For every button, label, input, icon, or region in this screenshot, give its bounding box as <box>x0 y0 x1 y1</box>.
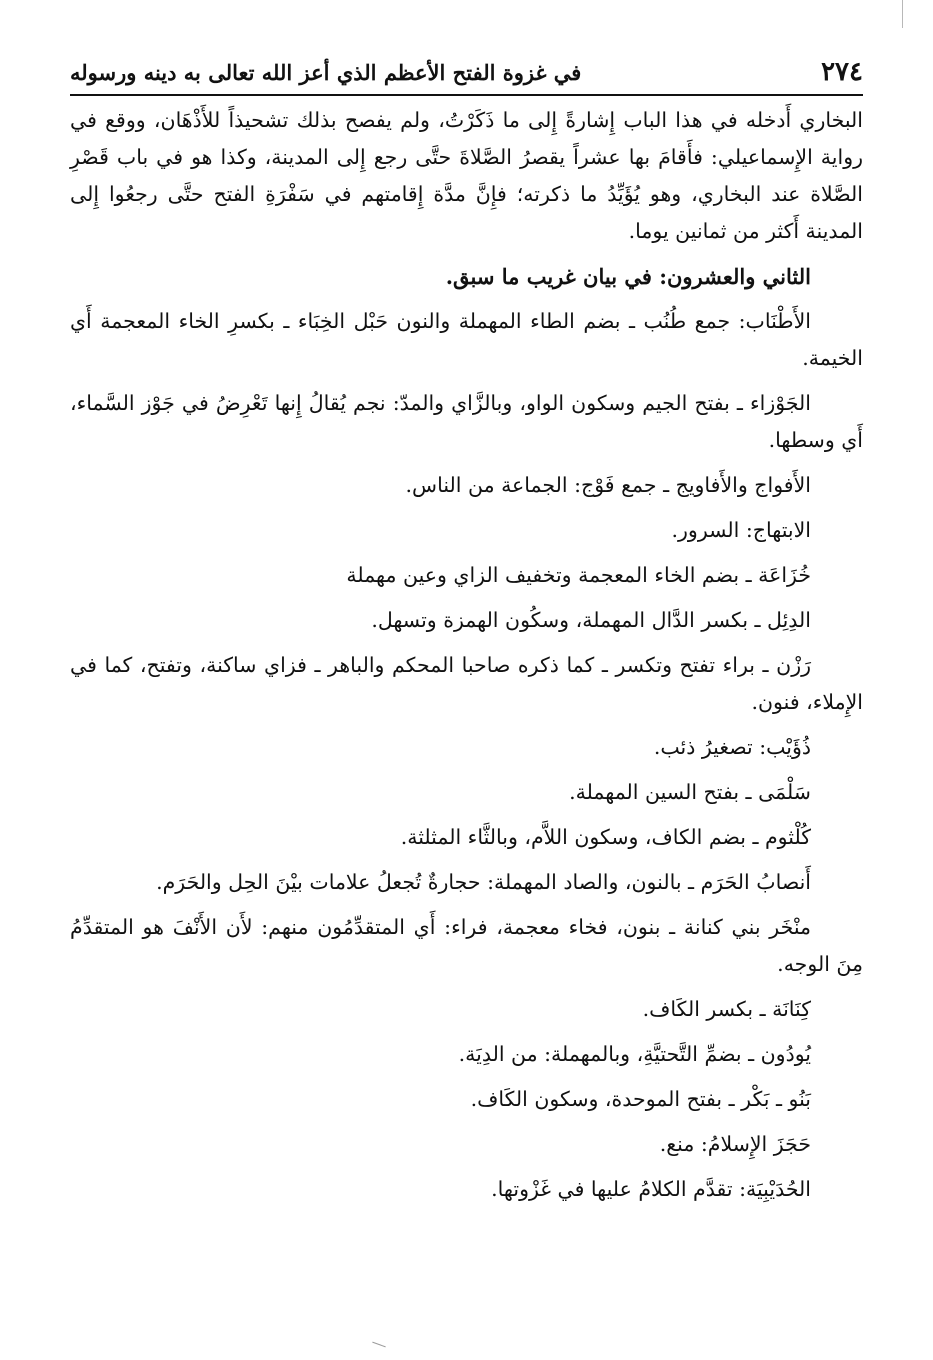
page-number: ٢٧٤ <box>821 57 863 87</box>
glossary-entries <box>70 303 863 1208</box>
glossary-entry: الأَطْنَاب: جمع طُنُب ـ بضم الطاء المهملة والنون حَبْل الخِبَاء ـ بكسرِ الخاء المعجمة أَي الخيمة. <box>70 309 863 370</box>
page-header <box>70 50 863 96</box>
glossary-entry: الأَفواج والأَفاويج ـ جمع فَوْج: الجماعة من الناس. <box>405 473 811 497</box>
glossary-entry: منْخَر بني كنانة ـ بنون، فخاء معجمة، فراء: أَي المتقدِّمُون منهم: لأَن الأَنْفَ هو المتقدِّمُ مِنَ الوجه. <box>70 915 863 976</box>
glossary-entry: الحُدَيْبِيَة: تقدَّم الكلامُ عليها في غَزْوتها. <box>491 1177 811 1201</box>
glossary-entry: ذُؤَيْب: تصغيرُ ذئب. <box>653 735 811 759</box>
glossary-entry: رَزْن ـ براء تفتح وتكسر ـ كما ذكره صاحبا المحكم والباهر ـ فزاي ساكنة، وتفتح، كما في الإِملاء، فنون. <box>70 653 863 714</box>
scan-corner-mark <box>902 0 903 28</box>
glossary-entry: سَلْمَى ـ بفتح السين المهملة. <box>569 780 811 804</box>
running-title: في غزوة الفتح الأعظم الذي أعز الله تعالى به دينه ورسوله <box>70 59 582 85</box>
glossary-entry: يُودُون ـ بضمِّ التَّحتيَّةِ، وبالمهملة: من الدِيَة. <box>458 1042 811 1066</box>
glossary-entry: الابتهاج: السرور. <box>671 518 811 542</box>
section-heading: الثاني والعشرون: في بيان غريب ما سبق. <box>445 264 811 289</box>
intro-paragraph: البخاري أَدخله في هذا الباب إِشارةً إِلى ما ذَكَرْتُ، ولم يفصح بذلك تشحيذاً للأَذْهَان، ووقع في رواية الإِسماعيلي: فأَقامَ بها عشراً يقصرُ الصَّلاةَ حتَّى رجع إِلى المدينة، وكذا هو في باب قَصْرِ الصَّلاة عند البخاري، وهو يُؤَيِّدُ ما ذكرته؛ فإِنَّ مدَّة إِقامتهم في سَفْرَةِ الفتح حتَّى رجعُوا إِلى المدينة أَكثر من ثمانين يوما. <box>70 108 863 243</box>
glossary-entry: خُزَاعَة ـ بضم الخاء المعجمة وتخفيف الزاي وعين مهملة <box>346 563 811 587</box>
glossary-entry: بَنُو ـ بَكْر ـ بفتح الموحدة، وسكون الكَاف. <box>470 1087 811 1111</box>
glossary-entry: الدِئِل ـ بكسر الدَّال المهملة، وسكُون الهمزة وتسهل. <box>371 608 811 632</box>
glossary-entry: الجَوْزاء ـ بفتح الجيم وسكون الواو، وبالزَّاي والمدّ: نجم يُقالُ إِنها تَعْرِضُ في جَوْز السَّماء، أَي وسطها. <box>70 391 863 452</box>
glossary-entry: كِنَانَة ـ بكسر الكَاف. <box>642 997 811 1021</box>
glossary-entry: كُلْثوم ـ بضم الكاف، وسكون اللاَّم، وبالثَّاء المثلثة. <box>400 825 811 849</box>
glossary-entry: أَنصابُ الحَرَم ـ بالنون، والصاد المهملة: حجارةٌ تُجعلُ علامات بيْنَ الحِل والحَرَم. <box>156 870 811 894</box>
page-body <box>70 102 863 1350</box>
glossary-entry: حَجَزَ الإِسلامُ: منع. <box>659 1132 811 1156</box>
